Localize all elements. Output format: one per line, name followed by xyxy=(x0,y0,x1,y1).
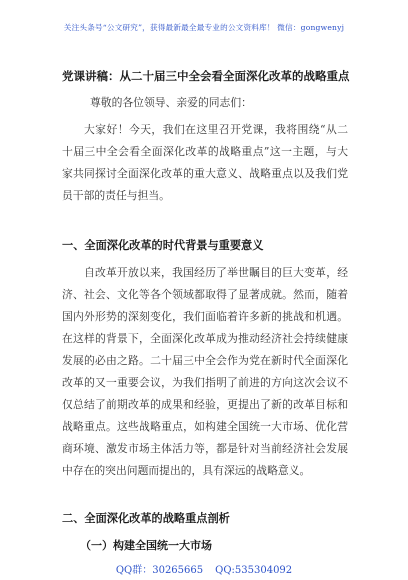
intro-paragraph: 大家好！今天，我们在这里召开党课，我将围绕“从二十届三中全会看全面深化改革的战略重点”这一主题，与大家共同探讨全面深化改革的重大意义、战略重点以及我们党员干部的责任与担当。 xyxy=(62,123,348,202)
section-heading-1: 一、全面深化改革的时代背景与重要意义 xyxy=(62,238,264,252)
footer-contact xyxy=(0,561,408,576)
document-title: 党课讲稿：从二十届三中全会看全面深化改革的战略重点 xyxy=(62,69,350,83)
salutation: 尊敬的各位领导、亲爱的同志们： xyxy=(90,96,252,109)
subsection-heading-1: （一）构建全国统一大市场 xyxy=(80,539,212,552)
qq-number: QQ:535304092 xyxy=(215,565,293,576)
qq-group-number: QQ群：30265665 xyxy=(115,565,204,576)
section-heading-2: 二、全面深化改革的战略重点剖析 xyxy=(62,511,230,525)
section-1-paragraph: 自改革开放以来，我国经历了举世瞩目的巨大变革，经济、社会、文化等各个领域都取得了显著成就。然而，随着国内外形势的深刻变化，我们面临着许多新的挑战和机遇。在这样的背景下，全面深化改革成为推动经济社会持续健康发展的必由之路。二十届三中全会作为党在新时代全面深化改革的又一重要会议，为我们指明了前进的方向这次会议不仅总结了前期改革的成果和经验，更提出了新的改革目标和战略重点。这些战略重点，如构建全国统一大市场、优化营商环境、激发市场主体活力等，都是针对当前经济社会发展中存在的突出问题而提出的，具有深远的战略意义。 xyxy=(62,266,348,477)
promo-banner: 关注头条号“公文研究”，获得最新最全最专业的公文资料库！ 微信：gongwenyj xyxy=(63,23,345,32)
